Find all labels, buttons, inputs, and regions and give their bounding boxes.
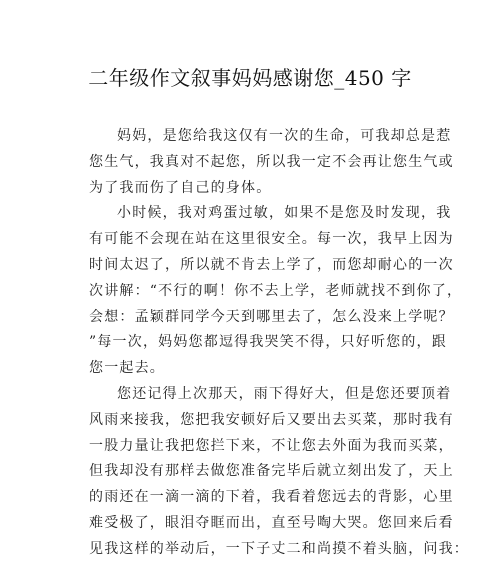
document-title: 二年级作文叙事妈妈感谢您_450 字 xyxy=(88,66,412,90)
text-line: 有可能不会现在站在这里很安全。每一次，我早上因为 xyxy=(89,231,454,248)
text-line: 您还记得上次那天，雨下得好大，但是您还要顶着 xyxy=(117,385,452,402)
text-line: 妈妈，是您给我这仅有一次的生命，可我却总是惹 xyxy=(117,128,452,144)
text-line: 会想：孟颖群同学今天到哪里去了，怎么没来上学呢？ xyxy=(89,308,454,325)
text-line: 您一起去。 xyxy=(89,360,165,377)
text-line: 见我这样的举动后，一下子丈二和尚摸不着头脑，问我： xyxy=(89,540,469,557)
text-line: ”每一次，妈妈您都逗得我哭笑不得，只好听您的，跟 xyxy=(89,334,447,351)
text-line: 但我却没有那样去做您准备完毕后就立刻出发了，天上 xyxy=(89,463,454,480)
paragraph-2 xyxy=(89,201,463,382)
text-line: 风雨来接我，您把我安顿好后又要出去买菜，那时我有 xyxy=(89,411,454,428)
text-line: 一股力量让我把您拦下来，不让您去外面为我而买菜， xyxy=(89,437,454,454)
text-line: 的雨还在一滴一滴的下着，我看着您远去的背影，心里 xyxy=(89,489,454,506)
text-line: 您生气，我真对不起您，所以我一定不会再让您生气或 xyxy=(89,153,454,170)
text-line: 小时候，我对鸡蛋过敏，如果不是您及时发现，我 xyxy=(117,205,452,222)
document-body xyxy=(89,124,469,563)
text-line: 难受极了，眼泪夺眶而出，直至号啕大哭。您回来后看 xyxy=(89,514,454,531)
text-line: 时间太迟了，所以就不肯去上学了，而您却耐心的一次 xyxy=(89,256,454,273)
text-line: 为了我而伤了自己的身体。 xyxy=(89,179,272,196)
paragraph-1 xyxy=(89,124,454,201)
paragraph-3 xyxy=(89,382,469,563)
text-line: 次讲解：“不行的啊！你不去上学，老师就找不到你了， xyxy=(89,282,463,299)
